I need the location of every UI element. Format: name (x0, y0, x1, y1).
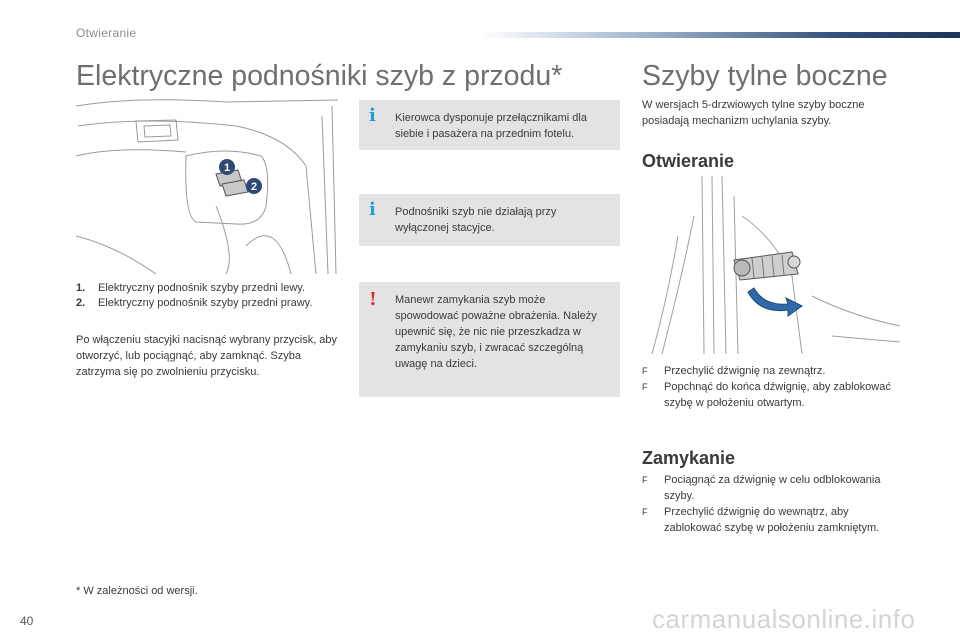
page-title-rear-windows: Szyby tylne boczne (642, 60, 888, 92)
page-number: 40 (20, 614, 34, 628)
info-icon: i (369, 105, 376, 126)
info-note-switches (359, 100, 620, 150)
step-text: Popchnąć do końca dźwignię, aby zablokować szybę w położeniu otwartym. (664, 381, 891, 409)
step-text: Przechylić dźwignię do wewnątrz, aby zablokować szybę w położeniu zamkniętym. (664, 506, 880, 534)
rear-windows-intro: W wersjach 5-drzwiowych tylne szyby boczne posiadają mechanizm uchylania szyby. (642, 99, 865, 127)
legend-number: 2. (76, 297, 86, 309)
step-text: Przechylić dźwignię na zewnątrz. (664, 365, 826, 377)
list-item (642, 379, 904, 411)
door-switches-illustration (76, 96, 338, 274)
heading-closing: Zamykanie (642, 448, 736, 468)
header-bar (480, 32, 960, 38)
legend-number: 1. (76, 282, 86, 294)
list-item (642, 472, 904, 504)
step-bullet-icon: F (642, 382, 648, 392)
list-item (642, 504, 904, 536)
footnote: * W zależności od wersji. (76, 585, 198, 597)
switch-legend (76, 281, 346, 311)
step-bullet-icon: F (642, 507, 648, 517)
note-text: Manewr zamykania szyb może spowodować poważne obrażenia. Należy upewnić się, że nic nie przeszkadza w zamykaniu szyb, i zwracać szczególną uwagę na dzieci. (395, 294, 597, 370)
info-icon: i (369, 199, 376, 220)
page-title-front-windows: Elektryczne podnośniki szyb z przodu* (76, 60, 563, 92)
info-note-ignition (359, 194, 620, 246)
legend-item (76, 296, 346, 311)
badge-2-label: 2 (250, 181, 258, 193)
note-text: Kierowca dysponuje przełącznikami dla siebie i pasażera na przednim fotelu. (395, 112, 587, 140)
list-item (642, 363, 904, 379)
rear-window-latch-illustration (642, 176, 900, 354)
legend-text: Elektryczny podnośnik szyby przedni lewy. (98, 282, 306, 294)
heading-opening: Otwieranie (642, 151, 735, 171)
legend-text: Elektryczny podnośnik szyby przedni prawy. (98, 297, 313, 309)
watermark: carmanualsonline.info (652, 604, 916, 634)
operation-paragraph: Po włączeniu stacyjki nacisnąć wybrany przycisk, aby otworzyć, lub pociągnąć, aby zamknąć. Szyba zatrzyma się po zwolnieniu przycisku. (76, 334, 338, 378)
warning-icon: ! (369, 289, 377, 310)
note-text: Podnośniki szyb nie działają przy wyłączonej stacyjce. (395, 206, 557, 234)
badge-1-label: 1 (223, 162, 231, 174)
step-bullet-icon: F (642, 366, 648, 376)
step-text: Pociągnąć za dźwignię w celu odblokowania szyby. (664, 474, 881, 502)
closing-steps (642, 472, 904, 536)
legend-item (76, 281, 346, 296)
step-bullet-icon: F (642, 475, 648, 485)
opening-steps (642, 363, 904, 411)
warning-note-closing (359, 282, 620, 397)
section-label: Otwieranie (76, 26, 137, 40)
